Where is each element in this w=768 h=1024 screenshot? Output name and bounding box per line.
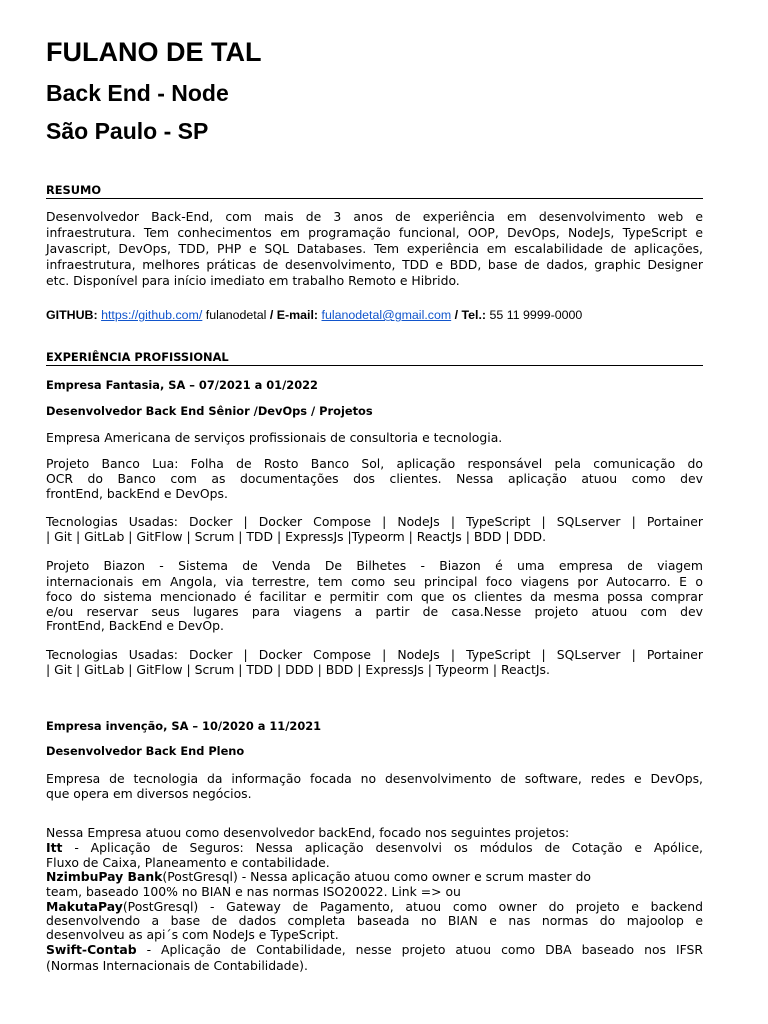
job-description: Empresa Americana de serviços profissionais de consultoria e tecnologia. bbox=[46, 430, 503, 445]
project-line: desenvolveu as api´s com NodeJs e TypeScript. bbox=[46, 927, 339, 942]
job-description-line: Empresa de tecnologia da informação focada no desenvolvimento de software, redes e DevOps, bbox=[46, 771, 703, 786]
job-position: Desenvolvedor Back End Sênior /DevOps / Projetos bbox=[46, 404, 373, 418]
section-title-resumo: RESUMO bbox=[46, 183, 102, 197]
project-line: Fluxo de Caixa, Planeamento e contabilidade. bbox=[46, 855, 330, 870]
job-position: Desenvolvedor Back End Pleno bbox=[46, 744, 245, 758]
resumo-line: Desenvolvedor Back-End, com mais de 3 anos de experiência em desenvolvimento web e bbox=[46, 209, 703, 224]
github-user: fulanodetal bbox=[202, 308, 270, 322]
project-name: Swift-Contab bbox=[46, 942, 137, 957]
project-itt bbox=[46, 840, 703, 856]
candidate-name: FULANO DE TAL bbox=[46, 37, 262, 67]
project-line: Projeto Banco Lua: Folha de Rosto Banco Sol, aplicação responsável pela comunicação do bbox=[46, 456, 703, 471]
project-swift-contab bbox=[46, 942, 703, 958]
technologies-line: | Git | GitLab | GitFlow | Scrum | TDD | ExpressJs |Typeorm | ReactJs | BDD | DDD. bbox=[46, 529, 547, 544]
project-line: (Normas Internacionais de Contabilidade). bbox=[46, 958, 308, 973]
job-description-line: que opera em diversos negócios. bbox=[46, 786, 252, 801]
project-line: Projeto Biazon - Sistema de Venda De Bilhetes - Biazon é uma empresa de viagem bbox=[46, 558, 703, 573]
project-nzimbupay bbox=[46, 869, 703, 885]
project-line: OCR do Banco com as documentações dos clientes. Nessa aplicação atuou como dev bbox=[46, 471, 703, 486]
section-divider bbox=[46, 198, 703, 199]
project-name: NzimbuPay Bank bbox=[46, 869, 163, 884]
project-line: team, baseado 100% no BIAN e nas normas ISO20022. Link => ou bbox=[46, 884, 461, 899]
project-text: - Aplicação de Contabilidade, nesse projeto atuou como DBA baseado nos IFSR bbox=[136, 942, 703, 957]
project-line: internacionais em Angola, via terrestre, tem como seu principal foco viagens por Autocarro. E o bbox=[46, 574, 703, 589]
resumo-line: infraestrutura. Tem conhecimentos em programação funcional, OOP, DevOps, NodeJs, TypeScript e bbox=[46, 225, 703, 240]
technologies-line: Tecnologias Usadas: Docker | Docker Compose | NodeJs | TypeScript | SQLserver | Portainer bbox=[46, 647, 703, 662]
resumo-line: Javascript, DevOps, TDD, PHP e SQL Databases. Tem experiência em escalabilidade de aplicações, bbox=[46, 241, 703, 256]
section-divider bbox=[46, 365, 703, 366]
project-name: MakutaPay bbox=[46, 899, 123, 914]
resumo-line: etc. Disponível para início imediato em trabalho Remoto e Hibrido. bbox=[46, 273, 460, 288]
project-line: FrontEnd, BackEnd e DevOp. bbox=[46, 618, 224, 633]
candidate-role: Back End - Node bbox=[46, 80, 229, 106]
technologies-line: Tecnologias Usadas: Docker | Docker Compose | NodeJs | TypeScript | SQLserver | Portainer bbox=[46, 514, 703, 529]
job-company: Empresa invenção, SA – 10/2020 a 11/2021 bbox=[46, 719, 322, 733]
contact-line bbox=[46, 308, 582, 323]
project-text: (PostGresql) - Nessa aplicação atuou como owner e scrum master do bbox=[162, 869, 591, 884]
project-name: Itt bbox=[46, 840, 63, 855]
tel-label: / Tel.: bbox=[451, 308, 487, 322]
section-title-experiencia: EXPERIÊNCIA PROFISSIONAL bbox=[46, 350, 229, 364]
project-line: e/ou reservar seus lugares para viagens a partir de casa.Nesse projeto atuou com dev bbox=[46, 604, 703, 619]
github-label: GITHUB: bbox=[46, 308, 98, 322]
project-line: desenvolvendo a base de dados completa baseada no BIAN e nas normas do majoolop e bbox=[46, 913, 703, 928]
project-line: foco do sistema mencionado é facilitar e permitir com que os clientes da mesma possa comprar bbox=[46, 589, 703, 604]
email-link[interactable]: fulanodetal@gmail.com bbox=[321, 308, 452, 322]
project-text: (PostGresql) - Gateway de Pagamento, atuou como owner do projeto e backend bbox=[122, 899, 703, 914]
email-label: / E-mail: bbox=[269, 308, 319, 322]
project-line: frontEnd, backEnd e DevOps. bbox=[46, 486, 228, 501]
resumo-line: infraestrutura, melhores práticas de desenvolvimento, TDD e BDD, base de dados, graphic Designer bbox=[46, 257, 703, 272]
projects-intro: Nessa Empresa atuou como desenvolvedor backEnd, focado nos seguintes projetos: bbox=[46, 825, 570, 840]
project-text: - Aplicação de Seguros: Nessa aplicação desenvolvi os módulos de Cotação e Apólice, bbox=[62, 840, 703, 855]
job-company: Empresa Fantasia, SA – 07/2021 a 01/2022 bbox=[46, 378, 318, 392]
tel-value: 55 11 9999-0000 bbox=[486, 308, 583, 322]
github-link[interactable]: https://github.com/ bbox=[101, 308, 203, 322]
candidate-location: São Paulo - SP bbox=[46, 118, 209, 144]
technologies-line: | Git | GitLab | GitFlow | Scrum | TDD | DDD | BDD | ExpressJs | Typeorm | ReactJs. bbox=[46, 662, 550, 677]
